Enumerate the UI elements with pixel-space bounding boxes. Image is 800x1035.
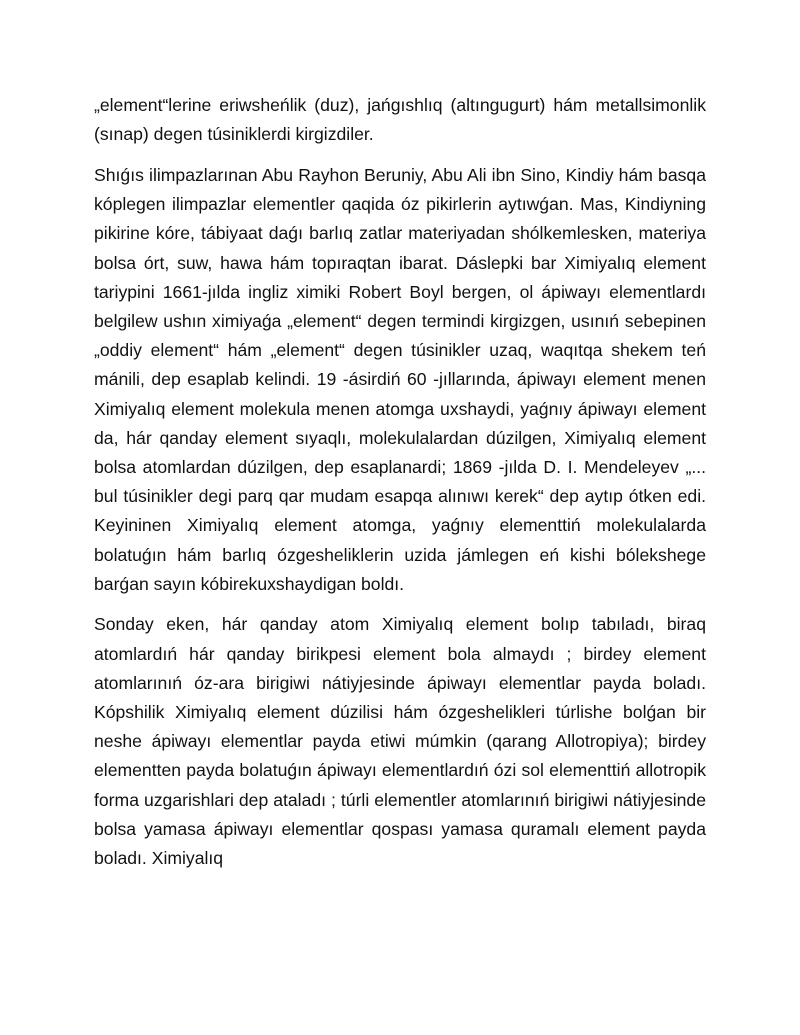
document-page [94,91,706,885]
paragraph-1: „element“lerine eriwsheńlik (duz), jańgıshlıq (altıngugurt) hám metallsimonlik (sınap) degen túsiniklerdi kirgizdiler. [94,95,706,145]
paragraph-3: Sonday eken, hár qanday atom Ximiyalıq element bolıp tabıladı, biraq atomlardıń hár qanday birikpesi element bola almaydı ; birdey element atomlarınıń óz-ara birigiwi nátiyjesinde ápiwayı elementlar payda boladı. Kópshilik Ximiyalıq element dúzilisi hám ózgeshelikleri túrlishe bolǵan bir neshe ápiwayı elementlar payda etiwi múmkin (qarang Allotropiya); birdey elementten payda bolatuǵın ápiwayı elementlardıń ózi sol elementtiń allotropik forma uzgarishlari dep ataladı ; túrli elementler atomlarınıń birigiwi nátiyjesinde bolsa yamasa ápiwayı elementlar qospası yamasa quramalı element payda boladı. Ximiyalıq [94,614,706,869]
paragraph-2: Shıǵıs ilimpazlarınan Abu Rayhon Beruniy, Abu Ali ibn Sino, Kindiy hám basqa kóplegen ilimpazlar elementler qaqida óz pikirlerin aytıwǵan. Mas, Kindiyning pikirine kóre, tábiyaat daǵı barlıq zatlar materiyadan shólkemlesken, materiya bolsa órt, suw, hawa hám topıraqtan ibarat. Dáslepki bar Ximiyalıq element tariypini 1661-jılda ingliz ximiki Robert Boyl bergen, ol ápiwayı elementlardı belgilew ushın ximiyaǵa „element“ degen termindi kirgizgen, usınıń sebepinen „oddiy element“ hám „element“ degen túsinikler uzaq, waqıtqa shekem teń mánili, dep esaplab kelindi. 19 -ásirdiń 60 -jıllarında, ápiwayı element menen Ximiyalıq element molekula menen atomga uxshaydi, yaǵnıy ápiwayı element da, hár qanday element sıyaqlı, molekulalardan dúzilgen, Ximiyalıq element bolsa atomlardan dúzilgen, dep esaplanardi; 1869 -jılda D. I. Mendeleyev „... bul túsinikler degi parq qar mudam esapqa alınıwı kerek“ dep aytıp ótken edi. Keyininen Ximiyalıq element atomga, yaǵnıy elementtiń molekulalarda bolatuǵın hám barlıq ózgesheliklerin uzida jámlegen eń kishi bólekshege barǵan sayın kóbirekuxshaydigan boldı. [94,164,706,594]
